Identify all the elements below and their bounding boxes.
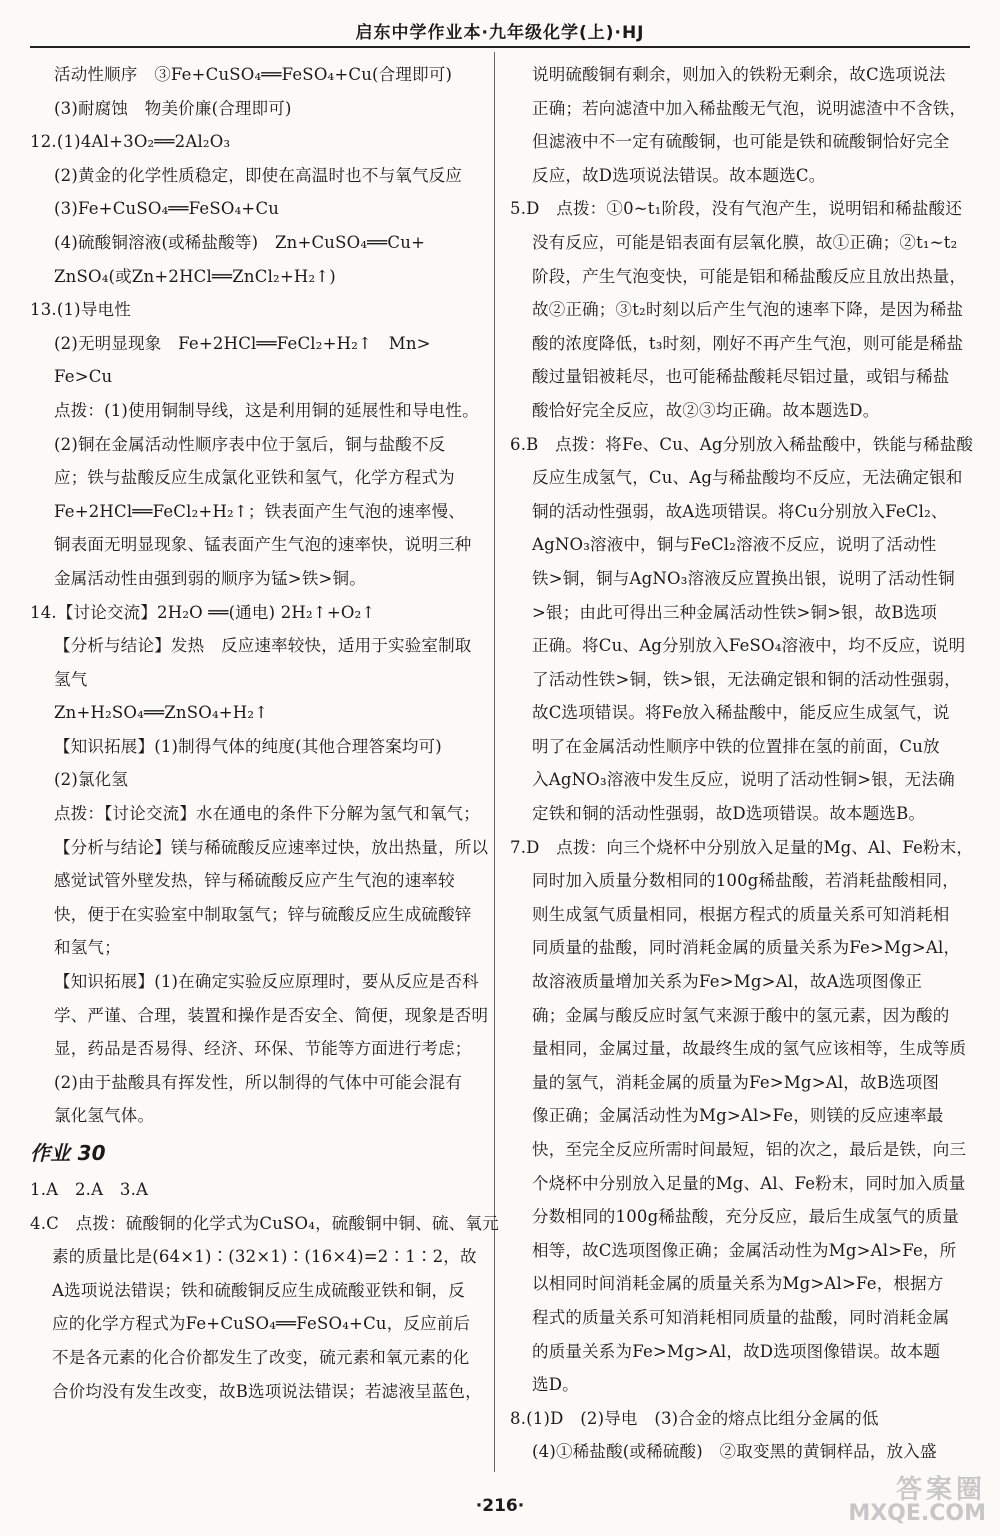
text-line: 13.(1)导电性: [30, 300, 131, 320]
text-line: 程式的质量关系可知消耗相同质量的盐酸，同时消耗金属: [532, 1307, 950, 1327]
text-line: 则生成氢气质量相同，根据方程式的质量关系可知消耗相: [532, 904, 950, 924]
text-line: 学、严谨、合理，装置和操作是否安全、简便，现象是否明: [54, 1005, 489, 1025]
text-line: 像正确；金属活动性为Mg>Al>Fe，则镁的反应速率最: [532, 1106, 944, 1126]
text-line: 酸过量铝被耗尽，也可能稀盐酸耗尽铝过量，或铝与稀盐: [532, 367, 950, 387]
column-divider: [494, 52, 495, 1472]
header-rule: [30, 46, 970, 48]
text-line: 酸恰好完全反应，故②③均正确。故本题选D。: [532, 400, 880, 420]
text-line: 不是各元素的化合价都发生了改变，硫元素和氧元素的化: [52, 1347, 470, 1367]
text-line: 入AgNO₃溶液中发生反应，说明了活动性铜>银，无法确: [532, 770, 955, 790]
text-line: 选D。: [532, 1375, 579, 1395]
text-line: (3)耐腐蚀 物美价廉(合理即可): [54, 98, 292, 118]
text-line: 点拨：(1)使用铜制导线，这是利用铜的延展性和导电性。: [54, 400, 479, 420]
text-line: (3)Fe+CuSO₄══FeSO₄+Cu: [54, 199, 280, 219]
text-line: 14.【讨论交流】2H₂O ══(通电) 2H₂↑+O₂↑: [30, 602, 376, 622]
right-column: [510, 58, 972, 1469]
text-line: 【分析与结论】发热 反应速率较快，适用于实验室制取: [54, 636, 472, 656]
text-line: 故C选项错误。将Fe放入稀盐酸中，能反应生成氢气，说: [532, 703, 950, 723]
text-line: Fe+2HCl══FeCl₂+H₂↑；铁表面产生气泡的速率慢、: [54, 501, 465, 521]
text-line: 量的氢气，消耗金属的质量为Fe>Mg>Al，故B选项图: [532, 1072, 940, 1092]
text-line: 了活动性铁>铜，铁>银，无法确定银和铜的活动性强弱，: [532, 669, 961, 689]
text-line: 感觉试管外壁发热，锌与稀硫酸反应产生气泡的速率较: [54, 871, 455, 891]
section-title: 作业 30: [30, 1141, 106, 1165]
text-line: 但滤液中不一定有硫酸铜，也可能是铁和硫酸铜恰好完全: [532, 132, 950, 152]
text-line: 明了在金属活动性顺序中铁的位置排在氢的前面，Cu放: [532, 736, 940, 756]
text-line: 说明硫酸铜有剩余，则加入的铁粉无剩余，故C选项说法: [532, 65, 946, 84]
text-line: (2)黄金的化学性质稳定，即使在高温时也不与氧气反应: [54, 165, 463, 185]
text-line: 合价均没有发生改变，故B选项说法错误；若滤液呈蓝色，: [52, 1381, 482, 1401]
text-line: 个烧杯中分别放入足量的Mg、Al、Fe粉末，同时加入质量: [532, 1173, 966, 1193]
text-line: 金属活动性由强到弱的顺序为锰>铁>铜。: [54, 568, 366, 588]
text-line: 6.B 点拨：将Fe、Cu、Ag分别放入稀盐酸中，铁能与稀盐酸: [510, 434, 974, 454]
text-line: 反应生成氢气，Cu、Ag与稀盐酸均不反应，无法确定银和: [532, 468, 963, 488]
text-line: 定铁和铜的活动性强弱，故D选项错误。故本题选B。: [532, 804, 926, 824]
text-line: 应；铁与盐酸反应生成氯化亚铁和氢气，化学方程式为: [54, 468, 455, 488]
text-line: AgNO₃溶液中，铜与FeCl₂溶液不反应，说明了活动性: [532, 535, 937, 555]
text-line: 以相同时间消耗金属的质量关系为Mg>Al>Fe，根据方: [532, 1274, 944, 1294]
watermark-text: 答案圈: [895, 1475, 986, 1505]
text-line: (4)①稀盐酸(或稀硫酸) ②取变黑的黄铜样品，放入盛: [532, 1442, 937, 1462]
text-line: 正确。将Cu、Ag分别放入FeSO₄溶液中，均不反应，说明: [532, 636, 966, 656]
text-line: 【分析与结论】镁与稀硫酸反应速率过快，放出热量，所以: [54, 837, 489, 857]
text-line: (2)氯化氢: [54, 770, 129, 790]
text-line: A选项说法错误；铁和硫酸铜反应生成硫酸亚铁和铜，反: [52, 1280, 465, 1300]
text-line: 4.C 点拨：硫酸铜的化学式为CuSO₄，硫酸铜中铜、硫、氧元: [30, 1213, 499, 1233]
text-line: 素的质量比是(64×1)∶(32×1)∶(16×4)=2∶1∶2，故: [52, 1247, 477, 1267]
text-line: (2)由于盐酸具有挥发性，所以制得的气体中可能会混有: [54, 1072, 463, 1092]
text-line: Zn+H₂SO₄══ZnSO₄+H₂↑: [54, 703, 269, 723]
text-line: 故溶液质量增加关系为Fe>Mg>Al，故A选项图像正: [532, 972, 923, 992]
text-line: (2)铜在金属活动性顺序表中位于氢后，铜与盐酸不反: [54, 434, 446, 454]
text-line: 的质量关系为Fe>Mg>Al，故D选项图像错误。故本题: [532, 1341, 941, 1361]
text-line: 【知识拓展】(1)制得气体的纯度(其他合理答案均可): [54, 736, 442, 756]
watermark-domain: MXQE.COM: [848, 1501, 986, 1526]
text-line: 铜的活动性强弱，故A选项错误。将Cu分别放入FeCl₂、: [532, 501, 948, 521]
text-line: 同质量的盐酸，同时消耗金属的质量关系为Fe>Mg>Al，: [532, 938, 961, 958]
text-line: 铜表面无明显现象、锰表面产生气泡的速率快，说明三种: [54, 535, 472, 555]
text-line: >银；由此可得出三种金属活动性铁>铜>银，故B选项: [532, 602, 938, 622]
text-line: 确；金属与酸反应时氢气来源于酸中的氢元素，因为酸的: [532, 1005, 950, 1025]
text-line: 氯化氢气体。: [54, 1106, 155, 1126]
text-line: 正确；若向滤渣中加入稀盐酸无气泡，说明滤渣中不含铁，: [532, 98, 967, 118]
text-line: Fe>Cu: [54, 367, 113, 387]
text-line: 量相同，金属过量，故最终生成的氢气应该相等，生成等质: [532, 1039, 967, 1059]
text-line: 8.(1)D (2)导电 (3)合金的熔点比组分金属的低: [510, 1408, 879, 1428]
text-line: 快，便于在实验室中制取氢气；锌与硫酸反应生成硫酸锌: [54, 904, 472, 924]
text-line: 活动性顺序 ③Fe+CuSO₄══FeSO₄+Cu(合理即可): [54, 65, 453, 84]
text-line: 分数相同的100g稀盐酸，充分反应，最后生成氢气的质量: [532, 1207, 959, 1227]
page-number: ·216·: [475, 1496, 525, 1516]
text-line: (2)无明显现象 Fe+2HCl══FeCl₂+H₂↑ Mn>: [54, 333, 431, 353]
left-column: [30, 58, 499, 1408]
text-line: 1.A 2.A 3.A: [30, 1180, 149, 1199]
text-line: 铁>铜，铜与AgNO₃溶液反应置换出银，说明了活动性铜: [532, 568, 955, 588]
text-line: 氢气: [54, 669, 88, 689]
text-line: 酸的浓度降低，t₃时刻，刚好不再产生气泡，则可能是稀盐: [532, 333, 964, 353]
watermark-logo: [816, 1475, 986, 1530]
page-header: 启东中学作业本·九年级化学(上)·HJ: [355, 23, 645, 43]
text-line: 7.D 点拨：向三个烧杯中分别放入足量的Mg、Al、Fe粉末，: [510, 837, 974, 857]
text-line: 5.D 点拨：①0~t₁阶段，没有气泡产生，说明铝和稀盐酸还: [510, 199, 963, 219]
text-line: 相等，故C选项图像正确；金属活动性为Mg>Al>Fe，所: [532, 1240, 957, 1260]
text-line: 没有反应，可能是铝表面有层氧化膜，故①正确；②t₁~t₂: [532, 232, 958, 252]
text-line: 快，至完全反应所需时间最短，铝的次之，最后是铁，向三: [532, 1140, 967, 1159]
text-line: 显，药品是否易得、经济、环保、节能等方面进行考虑；: [54, 1039, 472, 1059]
text-line: ZnSO₄(或Zn+2HCl══ZnCl₂+H₂↑): [54, 266, 336, 286]
text-line: 同时加入质量分数相同的100g稀盐酸，若消耗盐酸相同，: [532, 871, 959, 891]
text-line: 点拨：【讨论交流】水在通电的条件下分解为氢气和氧气；: [54, 804, 480, 824]
text-line: 故②正确；③t₂时刻以后产生气泡的速率下降，是因为稀盐: [532, 300, 964, 320]
text-line: 阶段，产生气泡变快，可能是铝和稀盐酸反应且放出热量，: [532, 266, 967, 286]
text-line: 和氢气；: [54, 938, 121, 958]
text-line: 应的化学方程式为Fe+CuSO₄══FeSO₄+Cu，反应前后: [52, 1314, 471, 1334]
text-line: (4)硫酸铜溶液(或稀盐酸等) Zn+CuSO₄══Cu+: [54, 232, 426, 252]
text-line: 12.(1)4Al+3O₂══2Al₂O₃: [30, 132, 231, 152]
text-line: 反应，故D选项说法错误。故本题选C。: [532, 165, 826, 185]
text-line: 【知识拓展】(1)在确定实验反应原理时，要从反应是否科: [54, 972, 479, 992]
